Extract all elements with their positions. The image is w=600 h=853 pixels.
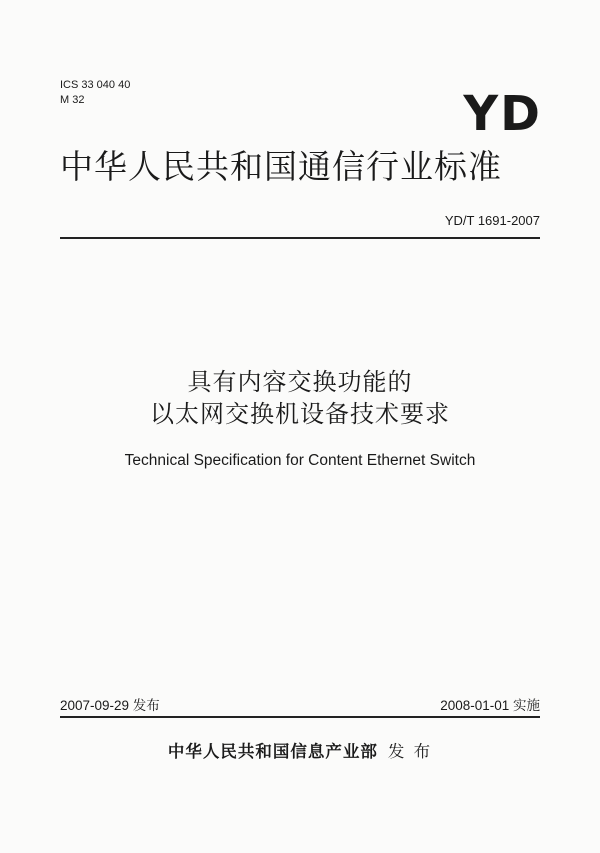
effective-date: 2008-01-01 实施 xyxy=(440,698,540,713)
ics-code: ICS 33 040 40 xyxy=(60,79,131,91)
standard-category-title: 中华人民共和国通信行业标准 xyxy=(60,147,502,186)
top-divider xyxy=(60,237,540,239)
document-title-zh-line1: 具有内容交换功能的 xyxy=(187,368,413,396)
publisher-name: 中华人民共和国信息产业部 xyxy=(167,742,378,761)
ccs-code: M 32 xyxy=(60,94,85,106)
standard-code: YD/T 1691-2007 xyxy=(444,213,540,228)
bottom-divider xyxy=(60,716,540,718)
document-title-en: Technical Specification for Content Ethernet Switch xyxy=(124,452,476,469)
publisher-verb: 发 布 xyxy=(387,742,433,761)
publisher-line xyxy=(0,738,600,762)
issue-date: 2007-09-29 发布 xyxy=(60,698,160,713)
yd-logo: YD xyxy=(463,86,542,142)
document-title-zh-line2: 以太网交换机设备技术要求 xyxy=(150,400,450,428)
